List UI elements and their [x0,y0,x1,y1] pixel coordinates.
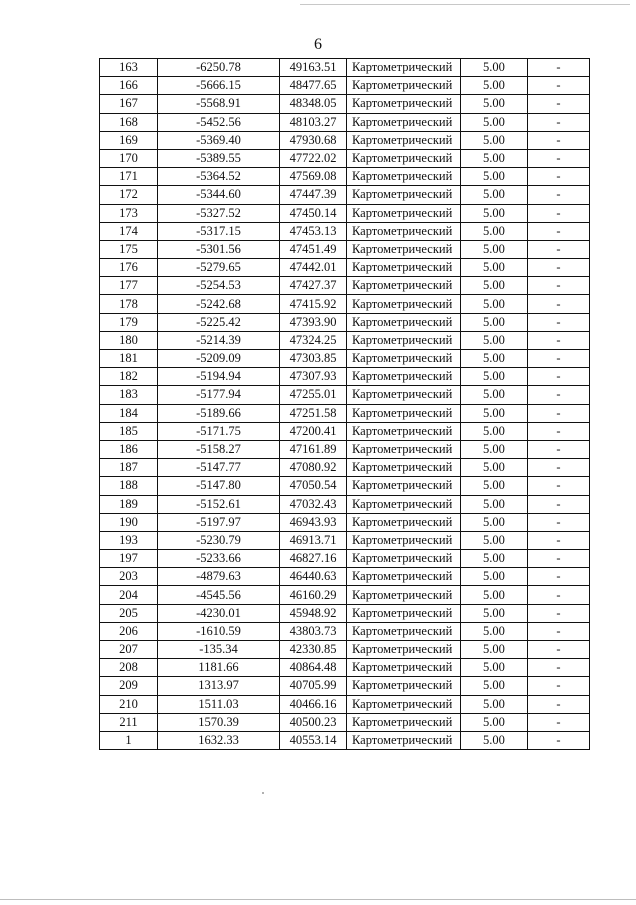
table-row [100,59,590,77]
method-cell: Картометрический [347,131,461,149]
x-coordinate-cell: -1610.59 [158,622,280,640]
precision-cell: 5.00 [461,350,528,368]
x-coordinate-cell: -5364.52 [158,168,280,186]
note-cell: - [528,186,590,204]
table-row [100,695,590,713]
x-coordinate-cell: -5389.55 [158,149,280,167]
x-coordinate-cell: -5147.77 [158,459,280,477]
note-cell: - [528,477,590,495]
table-row [100,404,590,422]
method-cell: Картометрический [347,350,461,368]
precision-cell: 5.00 [461,149,528,167]
y-coordinate-cell: 47303.85 [280,350,347,368]
point-number-cell: 175 [100,240,158,258]
point-number-cell: 173 [100,204,158,222]
table-row [100,368,590,386]
table-row [100,386,590,404]
y-coordinate-cell: 47450.14 [280,204,347,222]
method-cell: Картометрический [347,731,461,749]
point-number-cell: 176 [100,259,158,277]
point-number-cell: 188 [100,477,158,495]
point-number-cell: 206 [100,622,158,640]
y-coordinate-cell: 47324.25 [280,331,347,349]
method-cell: Картометрический [347,386,461,404]
method-cell: Картометрический [347,604,461,622]
x-coordinate-cell: -5152.61 [158,495,280,513]
note-cell: - [528,677,590,695]
method-cell: Картометрический [347,204,461,222]
method-cell: Картометрический [347,513,461,531]
method-cell: Картометрический [347,186,461,204]
point-number-cell: 190 [100,513,158,531]
x-coordinate-cell: -5214.39 [158,331,280,349]
y-coordinate-cell: 47453.13 [280,222,347,240]
table-row [100,350,590,368]
note-cell: - [528,222,590,240]
x-coordinate-cell: -5233.66 [158,550,280,568]
method-cell: Картометрический [347,550,461,568]
precision-cell: 5.00 [461,77,528,95]
point-number-cell: 203 [100,568,158,586]
note-cell: - [528,168,590,186]
method-cell: Картометрический [347,641,461,659]
precision-cell: 5.00 [461,440,528,458]
precision-cell: 5.00 [461,222,528,240]
precision-cell: 5.00 [461,259,528,277]
method-cell: Картометрический [347,495,461,513]
x-coordinate-cell: -4545.56 [158,586,280,604]
precision-cell: 5.00 [461,295,528,313]
note-cell: - [528,204,590,222]
y-coordinate-cell: 47451.49 [280,240,347,258]
note-cell: - [528,459,590,477]
point-number-cell: 210 [100,695,158,713]
note-cell: - [528,531,590,549]
point-number-cell: 189 [100,495,158,513]
point-number-cell: 167 [100,95,158,113]
method-cell: Картометрический [347,240,461,258]
table-row [100,168,590,186]
table-row [100,641,590,659]
note-cell: - [528,422,590,440]
x-coordinate-cell: -5242.68 [158,295,280,313]
method-cell: Картометрический [347,695,461,713]
point-number-cell: 187 [100,459,158,477]
method-cell: Картометрический [347,295,461,313]
method-cell: Картометрический [347,713,461,731]
precision-cell: 5.00 [461,713,528,731]
table-row [100,586,590,604]
table-row [100,204,590,222]
table-row [100,440,590,458]
x-coordinate-cell: -5317.15 [158,222,280,240]
note-cell: - [528,404,590,422]
precision-cell: 5.00 [461,113,528,131]
page-number: 6 [314,36,322,53]
x-coordinate-cell: 1313.97 [158,677,280,695]
precision-cell: 5.00 [461,604,528,622]
y-coordinate-cell: 47050.54 [280,477,347,495]
precision-cell: 5.00 [461,659,528,677]
table-row [100,295,590,313]
note-cell: - [528,604,590,622]
y-coordinate-cell: 47415.92 [280,295,347,313]
precision-cell: 5.00 [461,186,528,204]
method-cell: Картометрический [347,459,461,477]
top-edge-rule [300,4,630,5]
method-cell: Картометрический [347,95,461,113]
note-cell: - [528,622,590,640]
note-cell: - [528,131,590,149]
note-cell: - [528,641,590,659]
x-coordinate-cell: -5327.52 [158,204,280,222]
y-coordinate-cell: 40705.99 [280,677,347,695]
x-coordinate-cell: -6250.78 [158,59,280,77]
method-cell: Картометрический [347,422,461,440]
table-row [100,95,590,113]
y-coordinate-cell: 47200.41 [280,422,347,440]
point-number-cell: 181 [100,350,158,368]
method-cell: Картометрический [347,113,461,131]
note-cell: - [528,713,590,731]
table-row [100,313,590,331]
table-row [100,622,590,640]
precision-cell: 5.00 [461,131,528,149]
x-coordinate-cell: -5171.75 [158,422,280,440]
point-number-cell: 174 [100,222,158,240]
y-coordinate-cell: 48477.65 [280,77,347,95]
point-number-cell: 179 [100,313,158,331]
y-coordinate-cell: 47427.37 [280,277,347,295]
method-cell: Картометрический [347,331,461,349]
method-cell: Картометрический [347,531,461,549]
precision-cell: 5.00 [461,531,528,549]
x-coordinate-cell: -5666.15 [158,77,280,95]
method-cell: Картометрический [347,168,461,186]
y-coordinate-cell: 46827.16 [280,550,347,568]
precision-cell: 5.00 [461,277,528,295]
note-cell: - [528,695,590,713]
point-number-cell: 193 [100,531,158,549]
x-coordinate-cell: -5230.79 [158,531,280,549]
y-coordinate-cell: 40466.16 [280,695,347,713]
precision-cell: 5.00 [461,641,528,659]
x-coordinate-cell: -5301.56 [158,240,280,258]
y-coordinate-cell: 45948.92 [280,604,347,622]
method-cell: Картометрический [347,568,461,586]
point-number-cell: 186 [100,440,158,458]
y-coordinate-cell: 47255.01 [280,386,347,404]
table-row [100,495,590,513]
table-row [100,186,590,204]
table-row [100,240,590,258]
y-coordinate-cell: 48348.05 [280,95,347,113]
y-coordinate-cell: 42330.85 [280,641,347,659]
x-coordinate-cell: 1511.03 [158,695,280,713]
y-coordinate-cell: 40553.14 [280,731,347,749]
precision-cell: 5.00 [461,386,528,404]
point-number-cell: 185 [100,422,158,440]
method-cell: Картометрический [347,368,461,386]
note-cell: - [528,113,590,131]
y-coordinate-cell: 47032.43 [280,495,347,513]
precision-cell: 5.00 [461,240,528,258]
point-number-cell: 170 [100,149,158,167]
point-number-cell: 177 [100,277,158,295]
note-cell: - [528,149,590,167]
table-row [100,131,590,149]
coordinates-table [99,58,590,750]
precision-cell: 5.00 [461,677,528,695]
bottom-edge-rule [0,899,636,900]
point-number-cell: 172 [100,186,158,204]
method-cell: Картометрический [347,259,461,277]
table-row [100,477,590,495]
note-cell: - [528,331,590,349]
precision-cell: 5.00 [461,731,528,749]
y-coordinate-cell: 40500.23 [280,713,347,731]
note-cell: - [528,259,590,277]
note-cell: - [528,350,590,368]
point-number-cell: 178 [100,295,158,313]
precision-cell: 5.00 [461,459,528,477]
table-row [100,677,590,695]
precision-cell: 5.00 [461,168,528,186]
x-coordinate-cell: -5197.97 [158,513,280,531]
x-coordinate-cell: -5452.56 [158,113,280,131]
y-coordinate-cell: 49163.51 [280,59,347,77]
x-coordinate-cell: -5194.94 [158,368,280,386]
point-number-cell: 1 [100,731,158,749]
table-row [100,713,590,731]
method-cell: Картометрический [347,477,461,495]
method-cell: Картометрический [347,659,461,677]
method-cell: Картометрический [347,586,461,604]
point-number-cell: 171 [100,168,158,186]
method-cell: Картометрический [347,277,461,295]
precision-cell: 5.00 [461,422,528,440]
method-cell: Картометрический [347,313,461,331]
note-cell: - [528,586,590,604]
y-coordinate-cell: 48103.27 [280,113,347,131]
precision-cell: 5.00 [461,404,528,422]
x-coordinate-cell: 1632.33 [158,731,280,749]
x-coordinate-cell: -4879.63 [158,568,280,586]
x-coordinate-cell: -5225.42 [158,313,280,331]
note-cell: - [528,386,590,404]
x-coordinate-cell: -4230.01 [158,604,280,622]
note-cell: - [528,313,590,331]
note-cell: - [528,495,590,513]
x-coordinate-cell: 1570.39 [158,713,280,731]
x-coordinate-cell: -5279.65 [158,259,280,277]
y-coordinate-cell: 46160.29 [280,586,347,604]
precision-cell: 5.00 [461,59,528,77]
note-cell: - [528,95,590,113]
method-cell: Картометрический [347,404,461,422]
y-coordinate-cell: 47393.90 [280,313,347,331]
precision-cell: 5.00 [461,95,528,113]
note-cell: - [528,659,590,677]
table-row [100,550,590,568]
table-row [100,331,590,349]
x-coordinate-cell: -5158.27 [158,440,280,458]
point-number-cell: 205 [100,604,158,622]
y-coordinate-cell: 47080.92 [280,459,347,477]
note-cell: - [528,568,590,586]
note-cell: - [528,550,590,568]
note-cell: - [528,513,590,531]
method-cell: Картометрический [347,149,461,167]
y-coordinate-cell: 47569.08 [280,168,347,186]
point-number-cell: 182 [100,368,158,386]
method-cell: Картометрический [347,440,461,458]
table-row [100,531,590,549]
table-row [100,259,590,277]
precision-cell: 5.00 [461,622,528,640]
table-row [100,568,590,586]
x-coordinate-cell: -5189.66 [158,404,280,422]
table-row [100,459,590,477]
y-coordinate-cell: 47307.93 [280,368,347,386]
y-coordinate-cell: 43803.73 [280,622,347,640]
point-number-cell: 169 [100,131,158,149]
method-cell: Картометрический [347,77,461,95]
note-cell: - [528,295,590,313]
precision-cell: 5.00 [461,586,528,604]
point-number-cell: 207 [100,641,158,659]
table-row [100,513,590,531]
x-coordinate-cell: -5369.40 [158,131,280,149]
point-number-cell: 208 [100,659,158,677]
y-coordinate-cell: 47722.02 [280,149,347,167]
note-cell: - [528,731,590,749]
x-coordinate-cell: -5177.94 [158,386,280,404]
point-number-cell: 211 [100,713,158,731]
table-row [100,277,590,295]
precision-cell: 5.00 [461,204,528,222]
table-row [100,77,590,95]
point-number-cell: 197 [100,550,158,568]
x-coordinate-cell: -135.34 [158,641,280,659]
y-coordinate-cell: 47442.01 [280,259,347,277]
y-coordinate-cell: 47447.39 [280,186,347,204]
y-coordinate-cell: 47251.58 [280,404,347,422]
precision-cell: 5.00 [461,568,528,586]
table-row [100,222,590,240]
point-number-cell: 183 [100,386,158,404]
precision-cell: 5.00 [461,495,528,513]
precision-cell: 5.00 [461,695,528,713]
table-row [100,422,590,440]
y-coordinate-cell: 46943.93 [280,513,347,531]
point-number-cell: 204 [100,586,158,604]
method-cell: Картометрический [347,59,461,77]
note-cell: - [528,277,590,295]
x-coordinate-cell: -5147.80 [158,477,280,495]
note-cell: - [528,240,590,258]
y-coordinate-cell: 47930.68 [280,131,347,149]
table-row [100,149,590,167]
point-number-cell: 168 [100,113,158,131]
point-number-cell: 163 [100,59,158,77]
note-cell: - [528,440,590,458]
note-cell: - [528,368,590,386]
x-coordinate-cell: -5254.53 [158,277,280,295]
x-coordinate-cell: -5344.60 [158,186,280,204]
point-number-cell: 184 [100,404,158,422]
method-cell: Картометрический [347,222,461,240]
precision-cell: 5.00 [461,550,528,568]
table-row [100,604,590,622]
precision-cell: 5.00 [461,477,528,495]
table-row [100,731,590,749]
note-cell: - [528,59,590,77]
y-coordinate-cell: 46440.63 [280,568,347,586]
precision-cell: 5.00 [461,313,528,331]
x-coordinate-cell: 1181.66 [158,659,280,677]
y-coordinate-cell: 46913.71 [280,531,347,549]
precision-cell: 5.00 [461,368,528,386]
point-number-cell: 209 [100,677,158,695]
point-number-cell: 166 [100,77,158,95]
precision-cell: 5.00 [461,331,528,349]
y-coordinate-cell: 40864.48 [280,659,347,677]
table-row [100,113,590,131]
point-number-cell: 180 [100,331,158,349]
x-coordinate-cell: -5568.91 [158,95,280,113]
table-row [100,659,590,677]
note-cell: - [528,77,590,95]
method-cell: Картометрический [347,622,461,640]
x-coordinate-cell: -5209.09 [158,350,280,368]
precision-cell: 5.00 [461,513,528,531]
scan-speck [262,792,264,794]
y-coordinate-cell: 47161.89 [280,440,347,458]
method-cell: Картометрический [347,677,461,695]
